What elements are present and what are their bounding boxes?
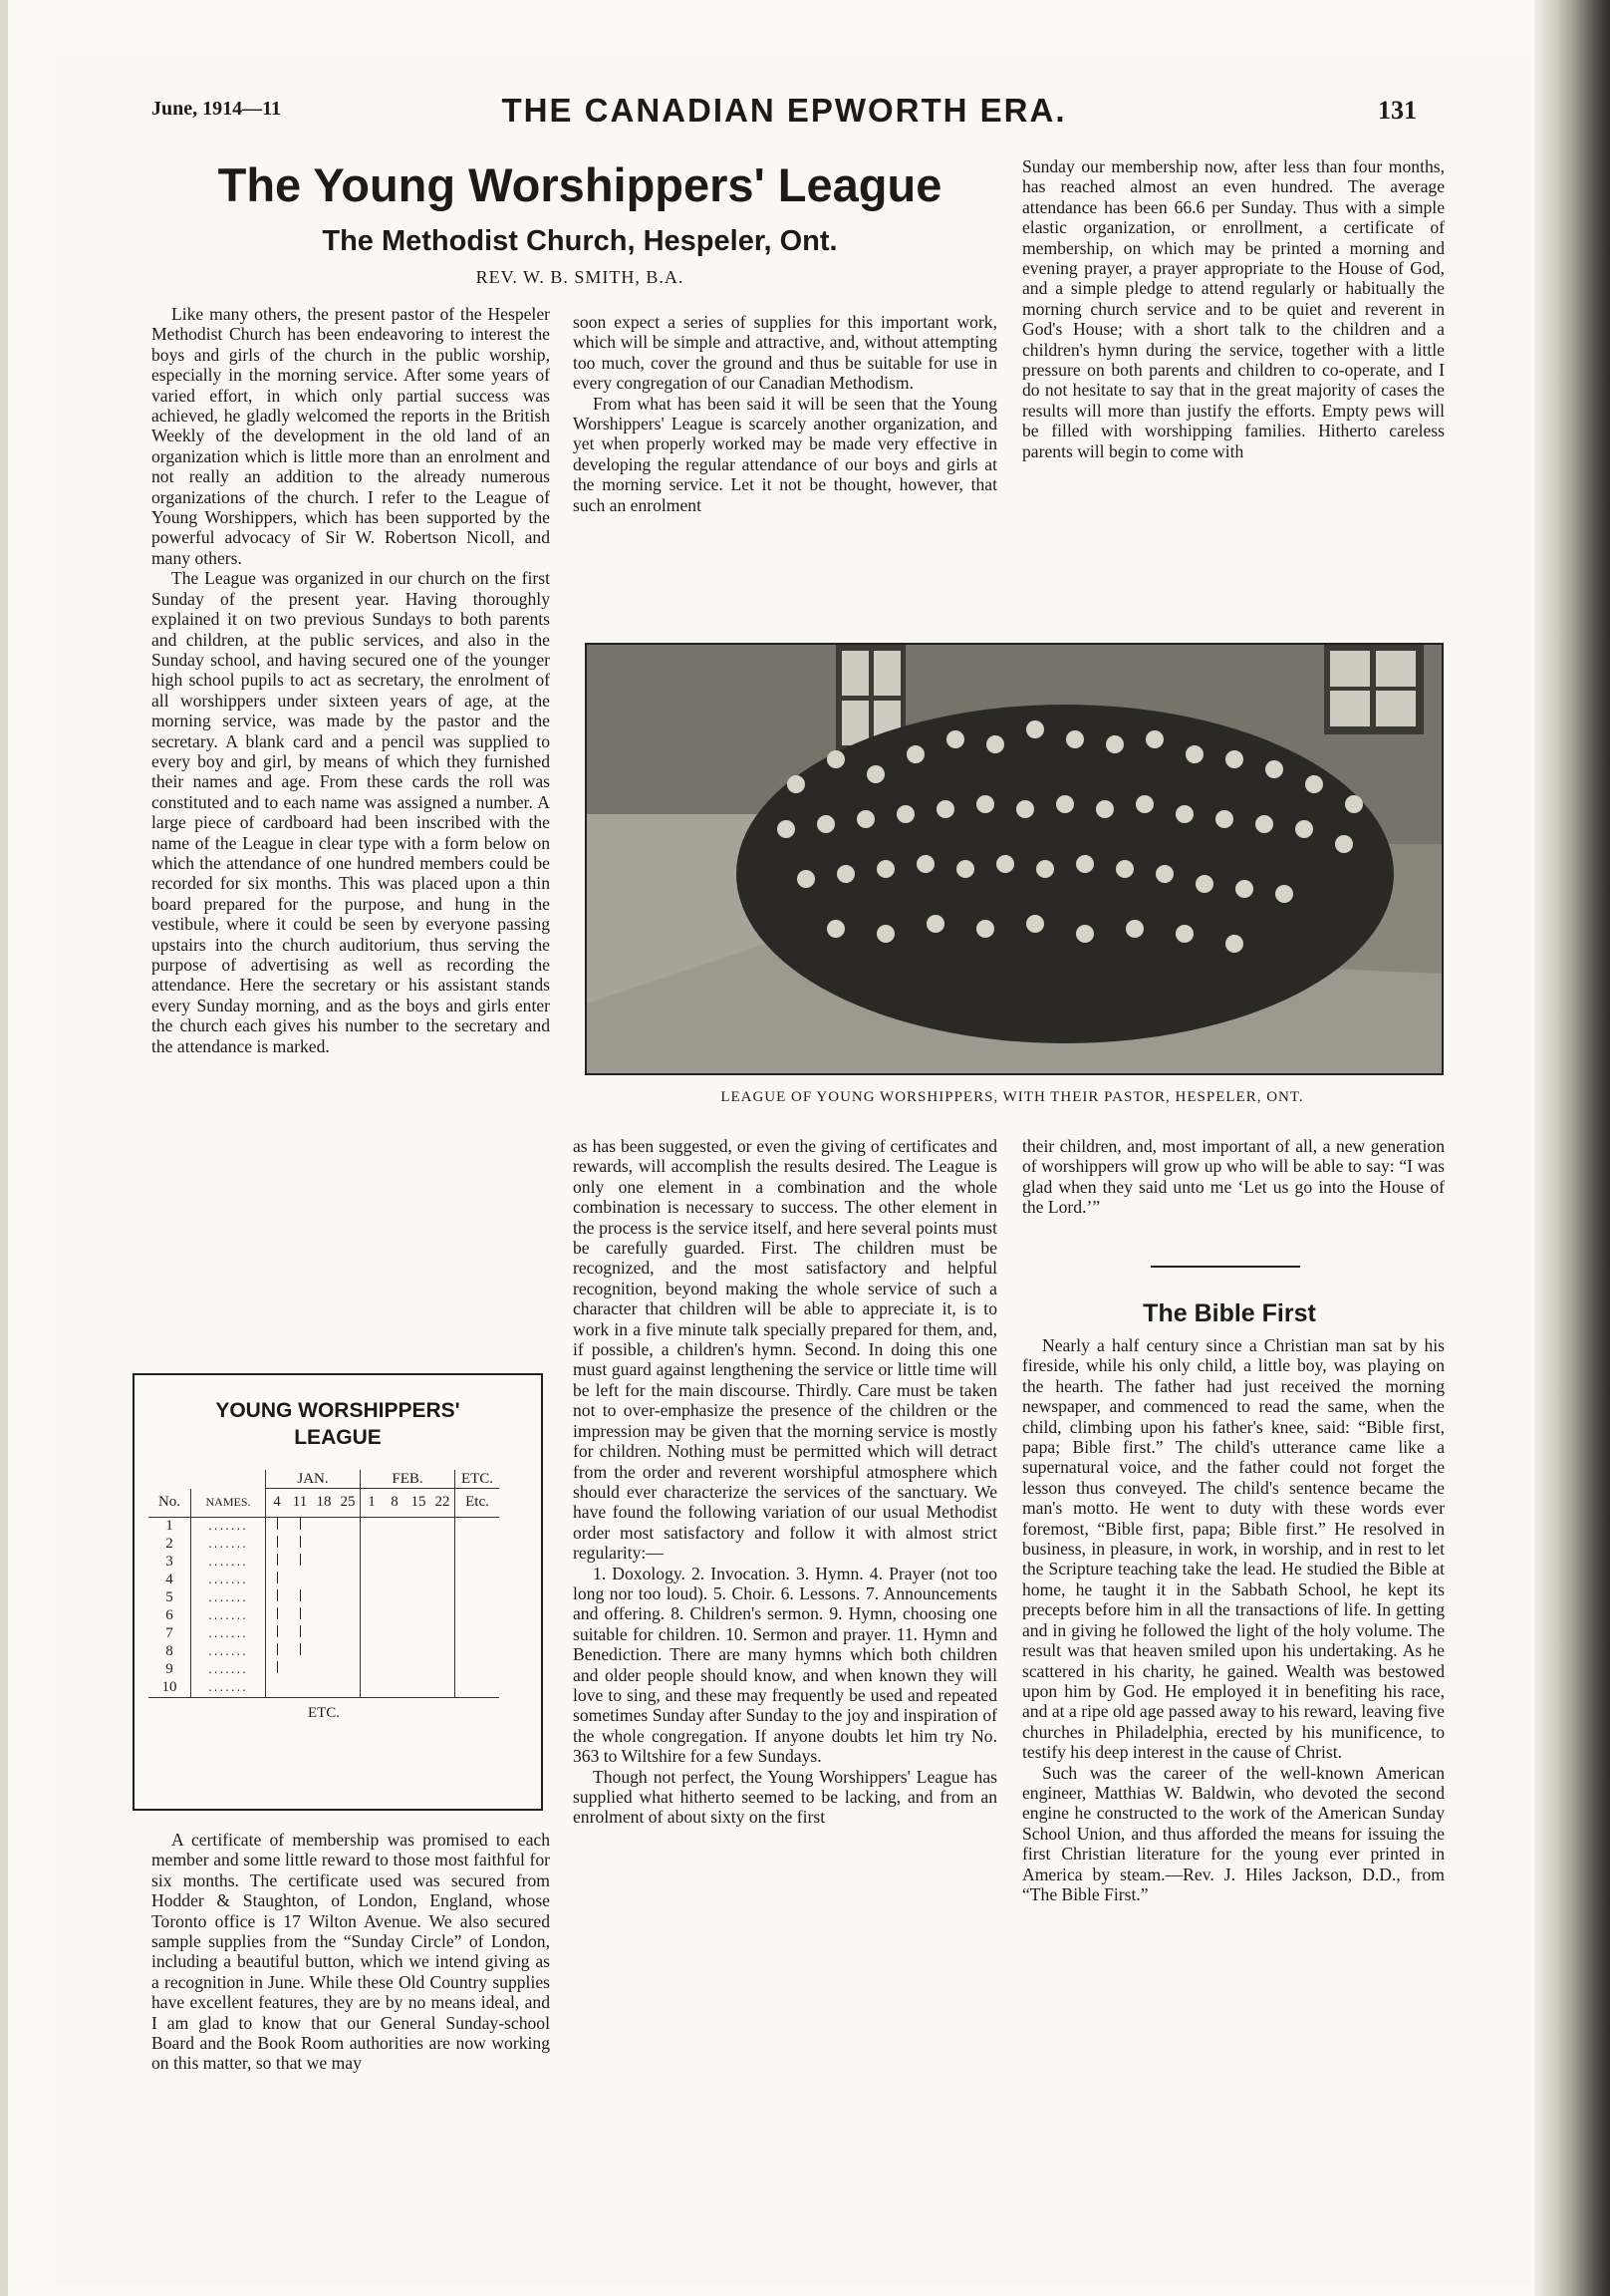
attendance-cell [266,1517,289,1536]
attendance-cell [455,1607,500,1625]
attendance-cell [406,1679,430,1698]
attendance-cell [406,1643,430,1661]
attendance-cell [312,1679,336,1698]
paragraph: Though not perfect, the Young Worshippers' League has supplied what hitherto seemed to be lacking, and from an enrolment of about sixty on the first [573,1766,997,1828]
name-cell: ․․․․․․․ [191,1554,266,1572]
attendance-cell [383,1589,406,1607]
page-number: 131 [1378,96,1417,125]
name-cell: ․․․․․․․ [191,1589,266,1607]
column-header: No. [157,1494,181,1510]
attendance-cell [288,1589,312,1607]
paragraph: their children, and, most important of all, a new generation of worshippers will grow up who will be able to say: “I was glad when they said unto me ‘Let us go into the House of the Lord.’” [1022,1136,1445,1218]
attendance-cell [430,1517,455,1536]
attendance-cell [406,1589,430,1607]
row-number: 2 [165,1536,173,1552]
day-header: 25 [340,1494,356,1511]
attendance-cell [312,1607,336,1625]
column-2-bottom [573,1136,997,1828]
section-divider [1151,1266,1300,1268]
row-number: 1 [165,1518,173,1534]
row-number: 4 [165,1572,173,1587]
book-spine [1534,0,1610,2296]
attendance-cell [266,1679,289,1698]
table-row [148,1661,499,1679]
row-number: 9 [165,1661,173,1677]
attendance-cell [361,1607,384,1625]
day-header: 18 [316,1494,332,1511]
name-cell: ․․․․․․․ [191,1536,266,1554]
attendance-cell [312,1589,336,1607]
paragraph: Nearly a half century since a Christian man sat by his fireside, while his only child, a little boy, was playing on the hearth. The father had just received the morning newspaper, and commenced to read the same, when the child, climbing upon his father's knee, said: “Bible first, papa; Bible first.” The child's utterance came like a supernatural voice, and the father could not forget the lesson thus conveyed. The child's sentence became the man's motto. He went to duty with these words ever foremost, “Bible first, papa; Bible first.” He resolved in business, in pleasure, in work, in worship, and in rest to let the Scripture teaching take the lead. He studied the Bible at home, he taught it in the Sabbath School, he kept its precepts before him in all the transactions of life. In getting and in giving he followed the light of the holy volume. The result was that heaven smiled upon his undertaking. As he scattered in his charity, he gained. Wealth was bestowed upon him by God. He employed it in benefiting his race, and at a ripe old age passed away to his reward, leaving five churches in Philadelphia, erected by his munificence, to testify his deep interest in the cause of Christ. [1022,1335,1445,1763]
attendance-cell [406,1607,430,1625]
attendance-cell [288,1661,312,1679]
attendance-mark [277,1643,278,1655]
attendance-cell [430,1643,455,1661]
article-title: The Young Worshippers' League [217,158,942,211]
attendance-cell [455,1589,500,1607]
attendance-cell [266,1625,289,1643]
group-photograph [585,643,1444,1075]
column-3-bottom [1022,1136,1445,1218]
attendance-cell [312,1661,336,1679]
column-header: Etc. [455,1489,500,1518]
attendance-cell [336,1554,361,1572]
attendance-cell [430,1661,455,1679]
attendance-mark [277,1607,278,1619]
attendance-cell [336,1679,361,1698]
table-row [148,1643,499,1661]
paragraph: Like many others, the present pastor of the Hespeler Methodist Church has been endeavoring to interest the boys and girls of the church in the public worship, especially in the morning service. After some years of varied effort, in which only partial success was achieved, he gladly welcomed the reports in the British Weekly of the development in the old land of an organization which is little more than an enrolment and not really an addition to the already numerous organizations of the church. I refer to the League of Young Worshippers, which has been supported by the powerful advocacy of Sir W. Robertson Nicoll, and many others. [151,304,550,568]
attendance-cell [455,1517,500,1536]
row-number: 3 [165,1554,173,1570]
month-header: ETC. [455,1470,500,1489]
column-2-top [573,312,997,515]
attendance-cell [288,1643,312,1661]
issue-date: June, 1914—11 [151,98,282,120]
attendance-cell [312,1536,336,1554]
paragraph: Sunday our membership now, after less than four months, has reached almost an even hundred. The average attendance has been 66.6 per Sunday. Thus with a simple elastic organization, or enrollment, a certificate of membership, on which may be printed a morning and evening prayer, a prayer appropriate to the House of God, and a simple pledge to attend regularly or habitually the morning church service and to be quiet and reverent in God's House; with a short talk to the children and a children's hymn during the service, together with a little pressure on both parents and children to co-operate, and I do not hesitate to say that in the great majority of cases the results will more than justify the efforts. Empty pews will be filled with worshipping families. Hitherto careless parents will begin to come with [1022,156,1445,461]
attendance-cell [336,1589,361,1607]
attendance-mark [300,1625,301,1637]
attendance-cell [455,1572,500,1589]
attendance-mark [300,1518,301,1530]
attendance-cell [266,1536,289,1554]
name-cell: ․․․․․․․ [191,1625,266,1643]
month-header: JAN. [266,1470,361,1489]
name-cell: ․․․․․․․ [191,1517,266,1536]
attendance-cell [430,1572,455,1589]
paragraph: 1. Doxology. 2. Invocation. 3. Hymn. 4. Prayer (not too long nor too loud). 5. Choir. 6. Lessons. 7. Announcements and offering. 8. Children's sermon. 9. Hymn, choosing one suitable for children. 10. Sermon and prayer. 11. Hymn and Benediction. There are many hymns which both children and older people should know, and when known they will love to sing, and these may frequently be used and repeated sometimes Sunday after Sunday to the joy and inspiration of the whole congregation. If anyone doubts let him try No. 363 to Wiltshire for a few Sundays. [573,1563,997,1767]
attendance-mark [277,1661,278,1673]
day-header: 15 [410,1494,426,1511]
attendance-cell [288,1554,312,1572]
name-cell: ․․․․․․․ [191,1607,266,1625]
attendance-cell [361,1589,384,1607]
attendance-cell [430,1607,455,1625]
day-header: 11 [292,1494,308,1511]
attendance-cell [336,1661,361,1679]
table-row [148,1679,499,1698]
attendance-cell [406,1517,430,1536]
attendance-cell [383,1625,406,1643]
attendance-cell [336,1517,361,1536]
attendance-mark [277,1518,278,1530]
attendance-cell [406,1661,430,1679]
day-header: 1 [361,1489,384,1518]
attendance-cell [361,1679,384,1698]
attendance-cell [266,1589,289,1607]
attendance-cell [266,1572,289,1589]
card-footer: ETC. [148,1697,499,1730]
row-number: 6 [165,1607,173,1623]
attendance-cell [430,1679,455,1698]
attendance-cell [312,1572,336,1589]
attendance-mark [277,1589,278,1601]
row-number: 5 [165,1589,173,1605]
attendance-table [148,1470,499,1730]
attendance-cell [383,1661,406,1679]
group-photo-illustration [587,645,1442,1073]
bible-first-column [1022,1335,1445,1904]
attendance-mark [300,1607,301,1619]
attendance-cell [383,1607,406,1625]
attendance-cell [430,1589,455,1607]
masthead: THE CANADIAN EPWORTH ERA. [501,92,1067,129]
attendance-cell [383,1554,406,1572]
attendance-cell [455,1661,500,1679]
attendance-cell [288,1517,312,1536]
month-header: FEB. [361,1470,455,1489]
attendance-cell [455,1679,500,1698]
attendance-cell [266,1643,289,1661]
attendance-mark [277,1536,278,1548]
column-1-top [151,304,550,1056]
table-row [148,1607,499,1625]
attendance-cell [336,1625,361,1643]
attendance-mark [300,1536,301,1548]
attendance-cell [312,1625,336,1643]
paragraph: A certificate of membership was promised to each member and some little reward to those most faithful for six months. The certificate used was secured from Hodder & Staughton, of London, England, whose Toronto office is 17 Wilton Avenue. We also secured sample supplies from the “Sunday Circle” of London, including a beautiful button, which we intend giving as a recognition in June. While these Old Country supplies have excellent features, they are by no means ideal, and I am glad to know that our General Sunday-school Board and the Book Room authorities are now working on this matter, so that we may [151,1830,550,2074]
attendance-cell [383,1643,406,1661]
day-header: 4 [266,1489,289,1518]
attendance-cell [455,1625,500,1643]
attendance-mark [300,1643,301,1655]
day-header: 22 [434,1494,450,1511]
attendance-cell [430,1536,455,1554]
attendance-cell [406,1572,430,1589]
article-byline: REV. W. B. SMITH, B.A. [475,267,684,287]
row-number: 8 [165,1643,173,1659]
attendance-cell [336,1643,361,1661]
paragraph: From what has been said it will be seen that the Young Worshippers' League is scarcely another organization, and yet when properly worked may be made very effective in developing the regular attendance of our boys and girls at the morning service. Let it not be thought, however, that such an enrolment [573,393,997,515]
attendance-cell [288,1625,312,1643]
table-row [148,1554,499,1572]
attendance-cell [406,1536,430,1554]
article-subtitle: The Methodist Church, Hespeler, Ont. [322,225,838,257]
attendance-mark [300,1589,301,1601]
card-title-line: YOUNG WORSHIPPERS' [215,1399,460,1422]
card-title [134,1397,541,1451]
name-cell: ․․․․․․․ [191,1661,266,1679]
card-rows [148,1517,499,1697]
page-left-edge [0,0,8,2296]
attendance-cell [312,1517,336,1536]
running-header [151,92,1417,136]
attendance-cell [361,1517,384,1536]
attendance-cell [361,1572,384,1589]
table-header-row [148,1470,499,1489]
section-title: The Bible First [1143,1299,1316,1327]
attendance-cell [455,1536,500,1554]
photo-caption: LEAGUE OF YOUNG WORSHIPPERS, WITH THEIR PASTOR, HESPELER, ONT. [720,1089,1304,1105]
table-row [148,1589,499,1607]
day-header: 8 [391,1494,399,1511]
paragraph: Such was the career of the well-known American engineer, Matthias W. Baldwin, who devoted the second engine he constructed to the work of the American Sunday School Union, and thus afforded the means for issuing the first Christian literature for the young ever printed in America by steam.—Rev. J. Hiles Jackson, D.D., from “The Bible First.” [1022,1762,1445,1904]
name-cell: ․․․․․․․ [191,1679,266,1698]
attendance-cell [430,1554,455,1572]
column-header: NAMES. [191,1489,266,1518]
attendance-cell [288,1607,312,1625]
attendance-cell [361,1643,384,1661]
table-row [148,1572,499,1589]
card-title-line: LEAGUE [294,1426,382,1449]
table-row [148,1517,499,1536]
paragraph: as has been suggested, or even the giving of certificates and rewards, will accomplish the results desired. The League is only one element in a combination and the whole combination is necessary to success. The other element in the process is the service itself, and here several points must be carefully guarded. First. The children must be recognized, and the most satisfactory and helpful recognition, beyond making the whole service of such a character that children will be able to appreciate it, is to work in a five minute talk specially prepared for them, and, if possible, a children's hymn. Second. In doing this one must guard against lengthening the service or little time will be left for the main discourse. Thirdly. Care must be taken not to over-emphasize the presence of the children or the impression may be given that the morning service is mostly for children. Nothing must be permitted which will detract from the order and reverent worshipful atmosphere which should ever characterize the services of the sanctuary. We have found the following variation of our usual Methodist order most satisfactory and follow it with almost strict regularity:— [573,1136,997,1564]
attendance-cell [288,1679,312,1698]
attendance-mark [277,1572,278,1583]
attendance-cell [406,1554,430,1572]
attendance-cell [312,1643,336,1661]
paragraph: soon expect a series of supplies for this important work, which will be simple and attractive, and, without attempting too much, cover the ground and thus be suitable for use in every congregation of our Canadian Methodism. [573,312,997,394]
attendance-cell [288,1572,312,1589]
attendance-card-figure [133,1373,543,1811]
attendance-cell [383,1517,406,1536]
name-cell: ․․․․․․․ [191,1643,266,1661]
attendance-cell [288,1536,312,1554]
attendance-cell [361,1554,384,1572]
attendance-cell [455,1554,500,1572]
attendance-cell [336,1572,361,1589]
attendance-cell [336,1536,361,1554]
table-row [148,1625,499,1643]
attendance-cell [361,1661,384,1679]
attendance-cell [406,1625,430,1643]
attendance-cell [455,1643,500,1661]
attendance-cell [312,1554,336,1572]
attendance-mark [277,1554,278,1566]
column-1-bottom [151,1830,550,2074]
attendance-cell [430,1625,455,1643]
attendance-cell [361,1625,384,1643]
attendance-cell [266,1607,289,1625]
attendance-cell [266,1661,289,1679]
column-3-top [1022,156,1445,461]
table-row [148,1536,499,1554]
attendance-mark [300,1554,301,1566]
attendance-cell [383,1536,406,1554]
attendance-mark [277,1625,278,1637]
row-number: 10 [161,1679,177,1695]
attendance-cell [266,1554,289,1572]
attendance-cell [383,1679,406,1698]
row-number: 7 [165,1625,173,1641]
table-footer-row [148,1697,499,1730]
attendance-cell [383,1572,406,1589]
table-header-row [148,1489,499,1518]
attendance-cell [336,1607,361,1625]
name-cell: ․․․․․․․ [191,1572,266,1589]
paragraph: The League was organized in our church on the first Sunday of the present year. Having thoroughly explained it on two previous Sundays to both parents and children, at the public services, and also in the Sunday school, and having secured one of the younger high school pupils to act as secretary, the enrolment of all worshippers under sixteen years of age, at the morning service, was made by the pastor and the secretary. A blank card and a pencil was supplied to every boy and girl, by means of which they furnished their names and age. From these cards the roll was constituted and to each name was assigned a number. A large piece of cardboard had been inscribed with the name of the League in clear type with a form below on which the attendance of one hundred members could be recorded for six months. This was placed upon a thin board prepared for the purpose, and hung in the vestibule, where it could be seen by everyone passing upstairs into the church auditorium, thus serving the purpose of advertising as well as recording the attendance. Here the secretary or his assistant stands every Sunday morning, and as the boys and girls enter the church each gives his number to the secretary and the attendance is marked. [151,568,550,1056]
attendance-cell [361,1536,384,1554]
